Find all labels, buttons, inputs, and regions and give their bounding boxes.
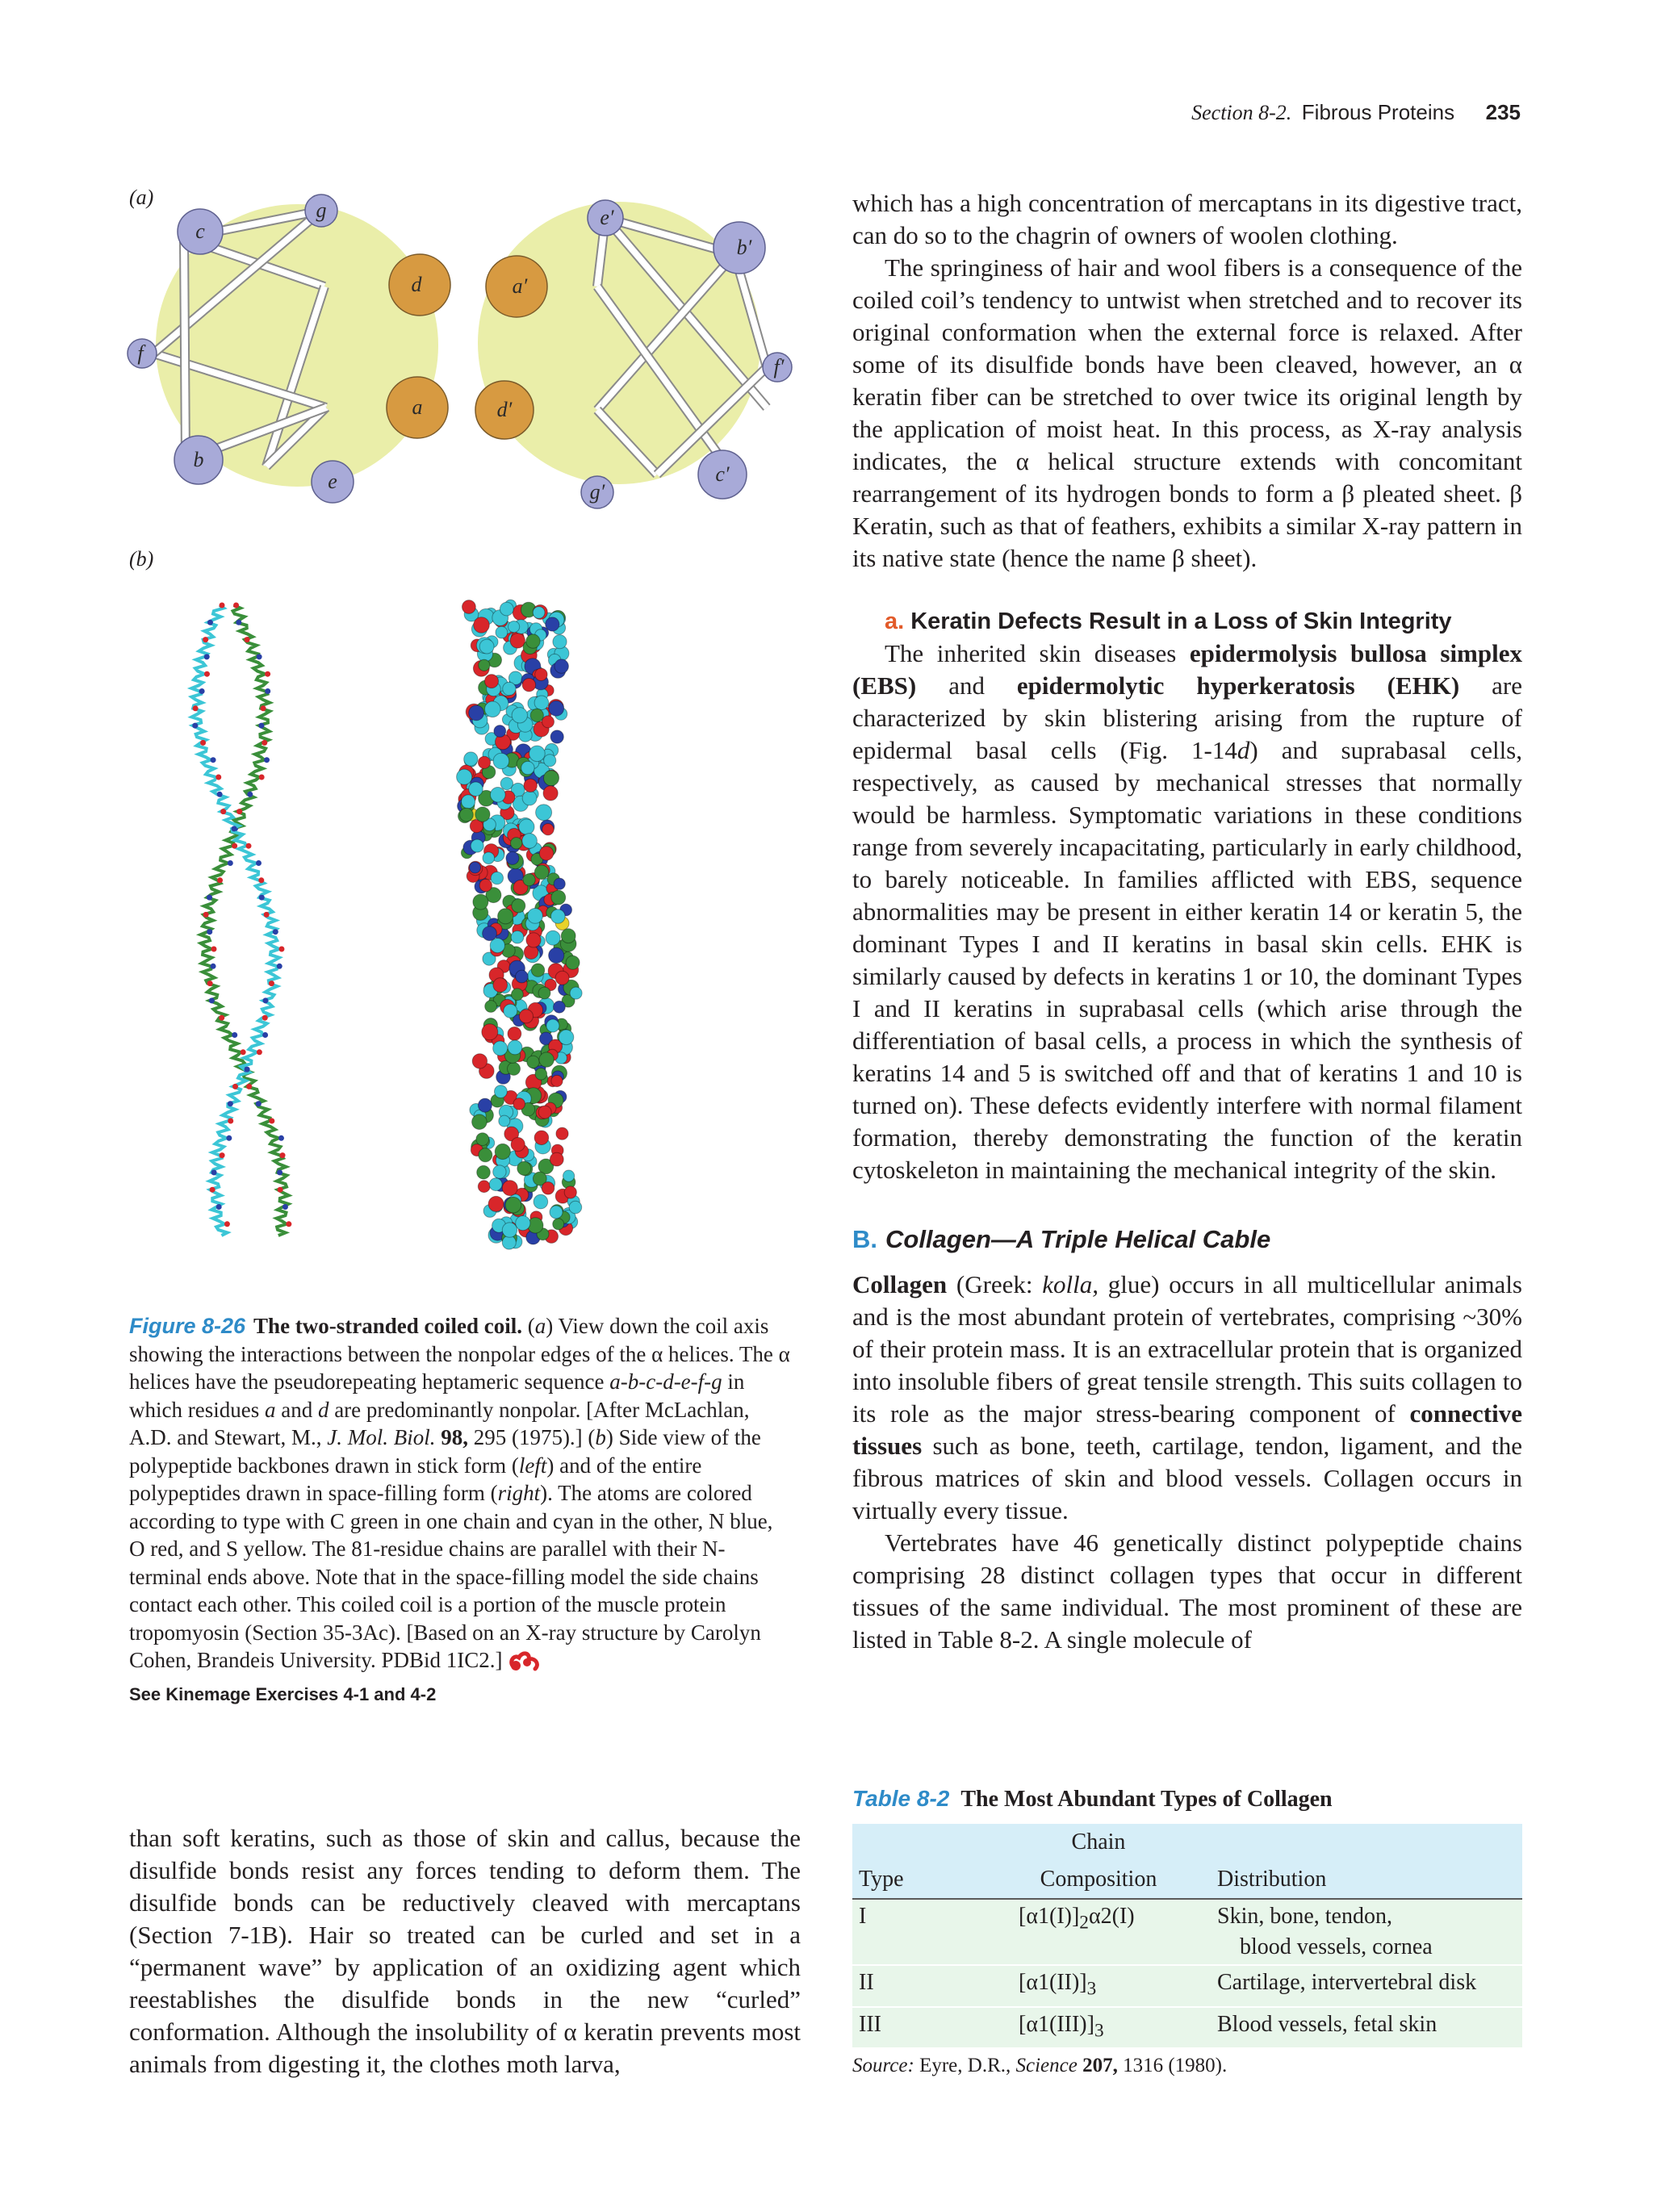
atom-sphere: [523, 874, 535, 886]
stick-atom: [286, 1221, 291, 1227]
stick-atom: [211, 947, 216, 952]
residue-a-prime: [486, 256, 547, 317]
right-helix-wheel: [475, 200, 792, 508]
atom-sphere: [550, 1206, 563, 1219]
atom-sphere: [493, 1041, 508, 1056]
atom-sphere: [533, 607, 545, 619]
stick-atom: [282, 1204, 288, 1210]
atom-sphere: [561, 929, 575, 943]
stick-atom: [262, 1032, 268, 1038]
residue-e: [312, 461, 354, 503]
stick-atom: [228, 1101, 233, 1106]
stick-atom: [209, 997, 215, 1003]
atom-sphere: [534, 696, 549, 710]
stick-atom: [259, 775, 265, 780]
atom-sphere: [482, 1024, 498, 1040]
atom-sphere: [485, 1001, 497, 1013]
left-helix-wheel: [128, 194, 450, 503]
atom-sphere: [472, 1054, 487, 1068]
stick-atom: [207, 981, 213, 986]
residue-a: [387, 377, 448, 438]
stick-atom: [278, 1187, 283, 1193]
panel-b-label: (b): [129, 547, 154, 571]
left-paragraph: than soft keratins, such as those of skin and callus, because the disulfide bonds resist any forces tending to deform them. The disulfide bonds can be reductively cleaved with mercaptans (Section 7-1B). Hair so treated can be curled and set in a “permanent wave” by application of an oxidizing agent which reestablishes the disulfide bonds in the new “curled” conformation. Although the insolubility of α keratin prevents most animals from digesting it, the clothes moth larva,: [129, 1824, 801, 2078]
atom-sphere: [535, 668, 547, 680]
atom-sphere: [529, 746, 546, 762]
paragraph-3: The inherited skin diseases epidermolysis bullosa simplex (EBS) and epidermolytic hyperkeratosis (EHK) are characterized by skin blistering arising from the rupture of epidermal basal cells (Fig. 1-14d) and suprabasal cells, respectively, as caused by mechanical stresses that normally would be harmless. Symptomatic variations in these conditions range from severely incapacitating, particularly in early childhood, to barely noticeable. In families afflicted with EBS, sequence abnormalities may be present in either keratin 14 or keratin 5, the dominant Types I and II keratins in basal skin cells. EHK is similarly caused by defects in keratins 1 or 10, the dominant Types I and II keratins in suprabasal cells (which arise through the differentiation of basal cells, a process in which the synthesis of keratins 14 and 5 is switched off and that of keratins 1 and 10 is turned on). These defects evidently interfere with normal filament formation, thereby demonstrating the function of the keratin cytoskeleton in maintaining the mechanical integrity of the skin.: [852, 639, 1522, 1184]
atom-sphere: [479, 879, 492, 891]
atom-sphere: [483, 852, 495, 864]
atom-sphere: [491, 872, 503, 884]
residue-g-prime: [581, 476, 613, 508]
stick-atom: [228, 1119, 233, 1124]
section-b-heading: B. Collagen—A Triple Helical Cable: [852, 1225, 1271, 1253]
atom-sphere: [542, 824, 554, 835]
atom-sphere: [506, 851, 519, 864]
atom-sphere: [542, 716, 554, 728]
atom-sphere: [546, 617, 559, 631]
subsection-a-heading: a. Keratin Defects Result in a Loss of Skin Integrity: [885, 608, 1452, 634]
stick-atom: [211, 964, 216, 969]
atom-sphere: [478, 1098, 492, 1112]
residue-d: [389, 254, 450, 316]
stick-atom: [262, 740, 267, 746]
stick-atom: [232, 843, 237, 849]
stick-atom: [277, 964, 282, 969]
atom-sphere: [470, 862, 481, 873]
atom-sphere: [495, 1144, 510, 1159]
atom-sphere: [559, 1030, 574, 1045]
stick-atom: [204, 671, 210, 677]
atom-sphere: [517, 1161, 531, 1175]
atom-sphere: [534, 1131, 549, 1145]
stick-atom: [247, 792, 253, 797]
right-column-text: [852, 187, 1522, 1656]
atom-sphere: [503, 682, 516, 695]
stick-atom: [246, 1084, 252, 1089]
atom-sphere: [511, 930, 524, 943]
atom-sphere: [563, 1170, 575, 1181]
table-source: Source: Eyre, D.R., Science 207, 1316 (1980).: [852, 2055, 1228, 2076]
atom-sphere: [498, 909, 513, 924]
residue-d-prime: [475, 381, 534, 439]
stick-atom: [262, 997, 268, 1003]
stick-atom: [236, 620, 241, 625]
stick-atom: [217, 877, 223, 883]
atom-sphere: [519, 1010, 533, 1023]
atom-sphere: [512, 708, 527, 723]
atom-sphere: [534, 865, 549, 880]
stick-atom: [269, 981, 274, 986]
atom-sphere: [522, 791, 537, 805]
atom-sphere: [554, 1001, 566, 1013]
atom-sphere: [531, 964, 544, 976]
atom-sphere: [462, 795, 475, 809]
atom-sphere: [527, 1056, 539, 1068]
table-row: I $[\alpha 1(I)]_2\alpha 2(I)$ Skin, bone, tendon, blood vessels, cornea: [852, 1899, 1522, 1965]
atom-sphere: [472, 1114, 488, 1130]
atom-sphere: [499, 1115, 510, 1127]
stick-atom: [245, 1067, 250, 1073]
svg-text:a′: a′: [512, 274, 528, 298]
atom-sphere: [553, 635, 567, 649]
atom-sphere: [513, 1098, 525, 1110]
stick-atom: [256, 1101, 262, 1106]
stick-atom: [257, 654, 262, 659]
stick-atom: [261, 705, 266, 711]
residue-f-prime: [763, 353, 792, 382]
atom-sphere: [479, 1148, 492, 1162]
kinemage-link[interactable]: See Kinemage Exercises 4-1 and 4-2: [129, 1683, 437, 1704]
residue-c-prime: [698, 450, 747, 499]
atom-sphere: [479, 639, 494, 654]
left-column-text: [129, 1822, 801, 2080]
stick-atom: [192, 723, 198, 729]
svg-text:c′: c′: [715, 462, 730, 486]
atom-sphere: [550, 730, 563, 743]
atom-sphere: [530, 709, 543, 721]
svg-text:e′: e′: [600, 206, 614, 229]
atom-sphere: [544, 755, 556, 767]
atom-sphere: [495, 1085, 508, 1098]
stick-atom: [273, 929, 278, 935]
atom-sphere: [549, 947, 564, 963]
atom-sphere: [489, 1178, 502, 1191]
stick-atom: [262, 1015, 268, 1021]
collagen-types-table: [852, 1824, 1522, 2047]
stick-atom: [278, 1135, 284, 1141]
figure-caption: Figure 8-26 The two-stranded coiled coil. (a) View down the coil axis showing the interactions between the nonpolar edges of the α helices. The α helices have the pseudorepeating heptameric sequence a-b-c-d-e-f-g in which residues a and d are predominantly nonpolar. [After McLachlan, A.D. and Stewart, M., J. Mol. Biol. 98, 295 (1975).] (b) Side view of the polypeptide backbones drawn in stick form (left) and of the entire polypeptides drawn in space-filling form (right). The atoms are colored according to type with C green in one chain and cyan in the other, N blue, O red, and S yellow. The 81-residue chains are parallel with their N-terminal ends above. Note that in the space-filling model the side chains contact each other. This coiled coil is a portion of the muscle protein tropomyosin (Section 35-3Ac). [Based on an X-ray structure by Carolyn Cohen, Brandeis University. PDBid 1IC2.] See Kinemage Exercises 4-1 and 4-2: [129, 1314, 790, 1704]
stick-atom: [277, 1169, 282, 1175]
atom-sphere: [511, 1138, 525, 1152]
atom-sphere: [502, 1181, 517, 1196]
svg-text:e: e: [328, 470, 337, 493]
header-type: Type: [852, 1861, 986, 1899]
atom-sphere: [536, 805, 552, 821]
stick-atom: [264, 912, 270, 918]
header-title: Fibrous Proteins: [1301, 100, 1455, 124]
atom-sphere: [502, 1223, 517, 1237]
paragraph-1: which has a high concentration of mercaptans in its digestive tract, can do so to the chagrin of owners of woolen clothing.: [852, 189, 1522, 249]
stick-atom: [207, 895, 212, 901]
stick-atom: [211, 757, 216, 763]
atom-sphere: [493, 978, 508, 993]
atom-sphere: [569, 1201, 582, 1214]
stick-atom: [226, 1135, 232, 1141]
atom-sphere: [491, 788, 506, 803]
residue-f: [128, 339, 157, 368]
atom-sphere: [539, 847, 553, 860]
atom-sphere: [471, 839, 483, 852]
atom-sphere: [543, 786, 558, 801]
stick-atom: [265, 671, 270, 677]
space-filling-model: [457, 600, 583, 1249]
header-distribution: Distribution: [1211, 1861, 1522, 1899]
atom-sphere: [462, 600, 476, 614]
atom-sphere: [493, 1165, 506, 1178]
stick-model: [191, 603, 291, 1236]
stick-atom: [232, 1032, 237, 1038]
stick-atom: [278, 947, 284, 952]
svg-text:g′: g′: [589, 480, 605, 504]
stick-atom: [210, 1187, 216, 1193]
stick-atom: [193, 705, 199, 711]
atom-sphere: [556, 1127, 568, 1139]
atom-sphere: [483, 926, 497, 941]
atom-sphere: [550, 1152, 563, 1166]
atom-sphere: [551, 890, 566, 905]
stick-atom: [269, 1119, 274, 1124]
stick-atom: [264, 757, 270, 763]
stick-atom: [220, 1152, 225, 1158]
atom-sphere: [522, 679, 535, 692]
residue-e-prime: [588, 200, 623, 236]
stick-atom: [203, 912, 209, 918]
stick-atom: [233, 603, 239, 608]
stick-atom: [199, 688, 205, 694]
atom-sphere: [508, 1027, 521, 1041]
svg-text:b′: b′: [736, 236, 752, 259]
svg-text:c: c: [195, 220, 205, 243]
atom-sphere: [549, 700, 564, 716]
stick-atom: [259, 895, 265, 901]
stick-atom: [228, 860, 233, 866]
svg-text:b: b: [193, 448, 204, 471]
stick-atom: [207, 620, 213, 625]
atom-sphere: [510, 633, 525, 648]
atom-sphere: [508, 621, 520, 633]
atom-sphere: [528, 909, 543, 924]
stick-atom: [232, 1084, 238, 1089]
stick-atom: [200, 740, 206, 746]
atom-sphere: [469, 782, 483, 797]
atom-sphere: [488, 1196, 504, 1211]
atom-sphere: [524, 779, 537, 792]
stick-atom: [220, 809, 226, 814]
atom-sphere: [544, 771, 559, 786]
atom-sphere: [485, 675, 499, 688]
svg-text:f′: f′: [773, 355, 785, 378]
stick-atom: [232, 826, 237, 831]
stick-atom: [207, 929, 212, 935]
table-row: III $[\alpha 1(III)]_3$ Blood vessels, fetal skin: [852, 2007, 1522, 2048]
atom-sphere: [473, 894, 488, 909]
atom-sphere: [475, 807, 490, 822]
atom-sphere: [542, 1182, 554, 1195]
atom-sphere: [534, 1194, 548, 1209]
header-chain: Chain: [986, 1824, 1211, 1861]
running-header: [1191, 100, 1521, 125]
atom-sphere: [535, 1068, 547, 1081]
stick-atom: [265, 688, 270, 694]
header-composition: Composition: [986, 1861, 1211, 1899]
paragraph-4: Collagen (Greek: kolla, glue) occurs in all multicellular animals and is the most abundant protein of vertebrates, comprising ~30% of their protein mass. It is an extracellular protein that is organized into insoluble fibers of great tensile strength. This suits collagen to its role as the major stress-bearing component of connective tissues such as bone, teeth, cartilage, tendon, ligament, and the fibrous matrices of skin and blood vessels. Collagen occurs in virtually every tissue.: [852, 1270, 1522, 1524]
stick-atom: [203, 637, 208, 642]
atom-sphere: [478, 1181, 490, 1193]
atom-sphere: [551, 909, 566, 924]
atom-sphere: [546, 930, 560, 945]
stick-atom: [216, 775, 221, 780]
atom-sphere: [570, 987, 582, 999]
atom-sphere: [508, 1062, 521, 1075]
svg-text:d: d: [411, 273, 422, 296]
stick-atom: [224, 1221, 230, 1227]
atom-sphere: [494, 725, 506, 738]
atom-sphere: [505, 1197, 521, 1213]
atom-sphere: [516, 1216, 530, 1231]
coiled-coil-side-view: [129, 589, 823, 1315]
atom-sphere: [554, 878, 565, 889]
atom-sphere: [477, 1165, 491, 1179]
residue-c: [178, 209, 223, 254]
stick-atom: [216, 1204, 222, 1210]
atom-sphere: [485, 701, 501, 717]
atom-sphere: [500, 602, 513, 616]
atom-sphere: [554, 659, 568, 673]
atom-sphere: [526, 634, 540, 648]
atom-sphere: [512, 899, 525, 913]
stick-atom: [258, 877, 264, 883]
header-section: Section 8-2.: [1191, 101, 1292, 124]
atom-sphere: [512, 989, 524, 1001]
stick-atom: [219, 1015, 224, 1021]
figure-title: The two-stranded coiled coil.: [253, 1314, 523, 1338]
stick-atom: [217, 792, 223, 797]
atom-sphere: [460, 808, 474, 822]
atom-sphere: [521, 761, 534, 774]
stick-atom: [280, 1152, 286, 1158]
stick-atom: [257, 1049, 262, 1055]
atom-sphere: [538, 987, 550, 999]
stick-atom: [204, 654, 210, 659]
residue-b-prime: [714, 222, 765, 274]
svg-text:f: f: [137, 341, 144, 365]
atom-sphere: [496, 626, 508, 638]
atom-sphere: [555, 971, 569, 985]
table-title: Table 8-2 The Most Abundant Types of Collagen: [852, 1786, 1333, 1812]
stick-atom: [245, 843, 251, 849]
atom-sphere: [479, 659, 490, 671]
atom-sphere: [474, 617, 490, 633]
svg-text:d′: d′: [496, 398, 513, 421]
stick-atom: [245, 637, 250, 642]
svg-text:g: g: [316, 199, 327, 222]
atom-sphere: [522, 834, 538, 849]
atom-sphere: [553, 1219, 564, 1230]
kinemage-icon: [508, 1646, 543, 1679]
atom-sphere: [493, 753, 509, 769]
figure-number: Figure 8-26: [129, 1314, 246, 1338]
table-number: Table 8-2: [852, 1786, 950, 1811]
page-number: 235: [1485, 100, 1521, 124]
stick-atom: [256, 860, 262, 866]
atom-sphere: [564, 1186, 576, 1198]
table-row: II $[\alpha 1(II)]_3$ Cartilage, intervertebral disk: [852, 1965, 1522, 2007]
atom-sphere: [457, 769, 472, 784]
atom-sphere: [546, 1019, 559, 1032]
atom-sphere: [478, 756, 490, 768]
panel-a-label: (a): [129, 186, 154, 209]
residue-g: [305, 194, 337, 227]
svg-text:a: a: [412, 395, 423, 419]
atom-sphere: [519, 819, 534, 834]
paragraph-5: Vertebrates have 46 genetically distinct polypeptide chains comprising 28 distinct collagen types that occur in different tissues of the same individual. The most prominent of these are listed in Table 8-2. A single molecule of: [852, 1528, 1522, 1654]
atom-sphere: [566, 955, 580, 969]
residue-b: [174, 436, 223, 484]
stick-atom: [211, 1169, 217, 1175]
atom-sphere: [508, 1040, 522, 1055]
stick-atom: [241, 1049, 246, 1055]
stick-atom: [219, 603, 224, 608]
atom-sphere: [516, 970, 529, 983]
atom-sphere: [469, 705, 484, 721]
stick-atom: [236, 809, 242, 814]
atom-sphere: [539, 1052, 554, 1067]
atom-sphere: [551, 1075, 563, 1086]
atom-sphere: [464, 752, 478, 766]
paragraph-2: The springiness of hair and wool fibers is a consequence of the coiled coil’s tendency to untwist when stretched and to recover its original conformation when the external force is relaxed. After some of its disulfide bonds have been cleaved, however, an α keratin fiber can be stretched to over twice its original length by the application of moist heat. In this process, as X-ray analysis indicates, the α helical structure extends with concomitant rearrangement of its hydrogen bonds to form a β pleated sheet. β Keratin, such as that of feathers, exhibits a similar X-ray pattern in its native state (hence the name β sheet).: [852, 253, 1522, 572]
atom-sphere: [538, 1106, 551, 1119]
atom-sphere: [511, 838, 522, 849]
helical-wheel-diagram: [121, 182, 815, 537]
atom-sphere: [476, 1133, 489, 1146]
atom-sphere: [526, 933, 541, 947]
stick-atom: [258, 723, 264, 729]
